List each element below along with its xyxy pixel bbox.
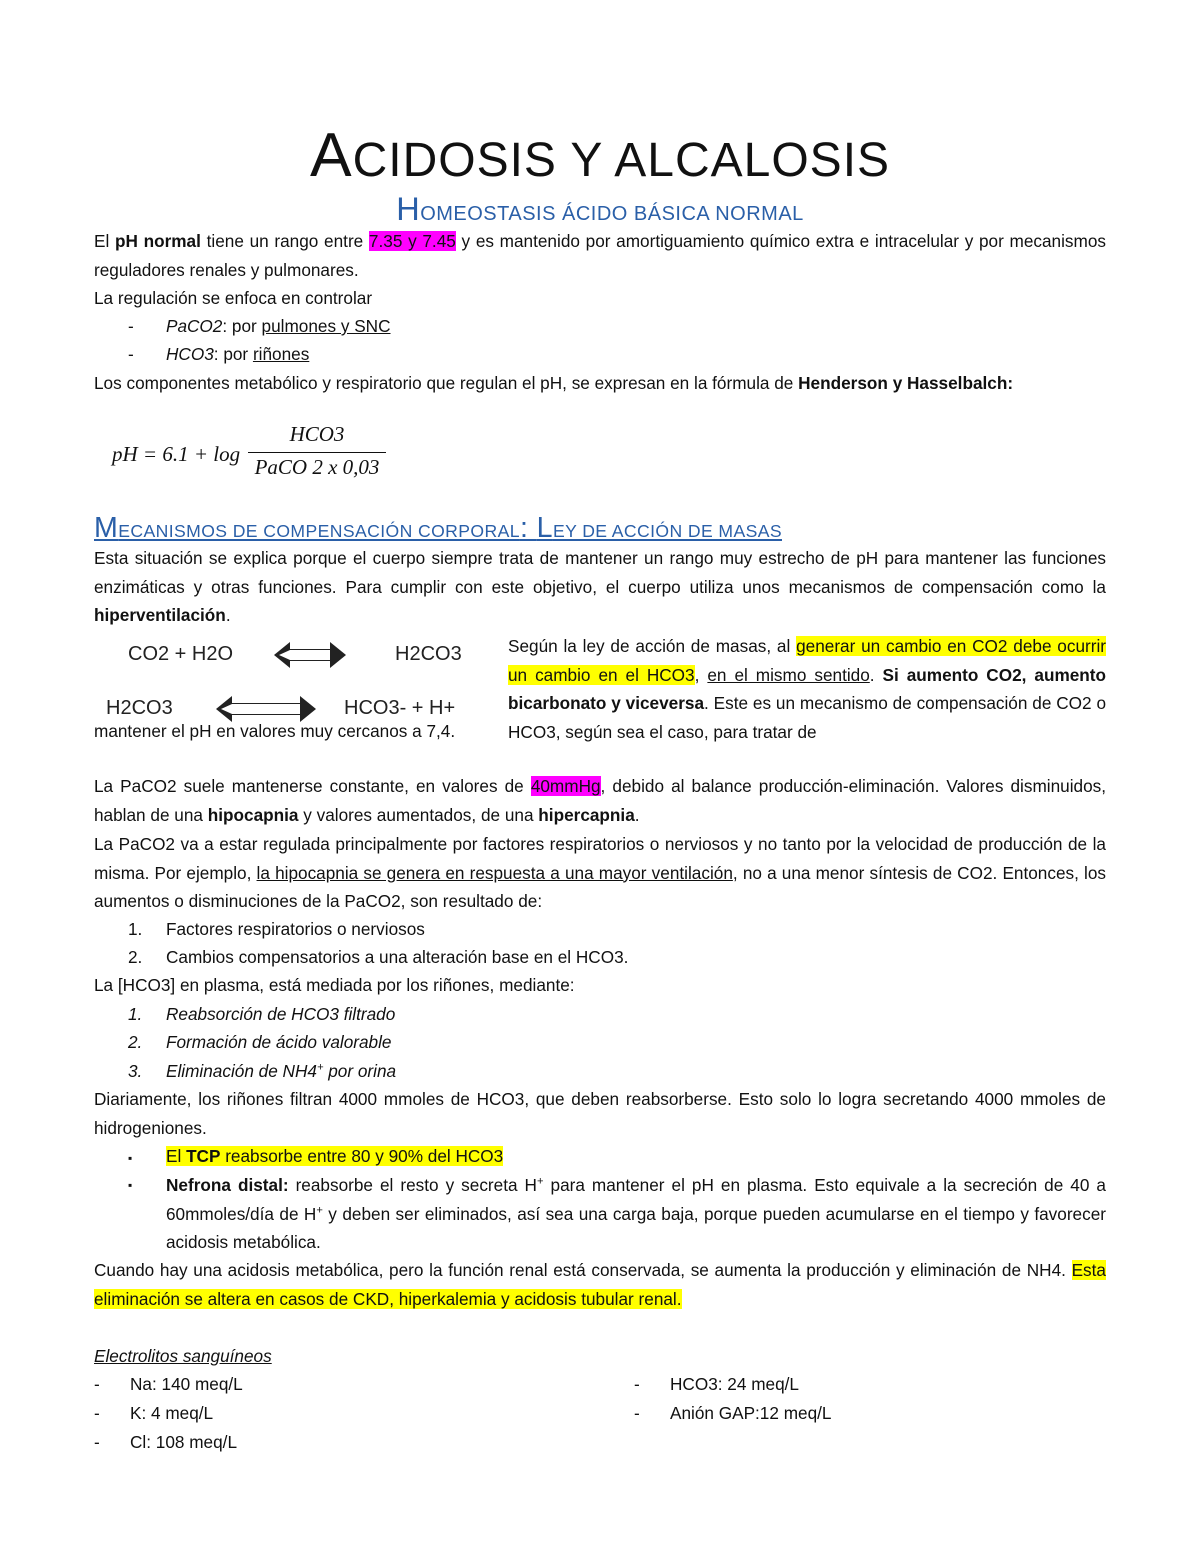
- formula-numerator: HCO3: [289, 422, 345, 446]
- paragraph-hco3-plasma: La [HCO3] en plasma, está mediada por los riñones, mediante:: [94, 975, 575, 995]
- formula-denominator: PaCO 2 x 0,03: [254, 455, 380, 479]
- section-heading-homeostasis: HOMEOSTASIS ÁCIDO BÁSICA NORMAL: [396, 191, 804, 227]
- electrolyte-item: - K: 4 meq/L: [94, 1403, 214, 1423]
- list-item: 1. Reabsorción de HCO3 filtrado: [128, 1004, 396, 1024]
- reaction2-right: HCO3- + H+: [344, 697, 456, 719]
- section-heading-mecanismos: MECANISMOS DE COMPENSACIÓN CORPORAL: LEY DE ACCIÓN DE MASAS: [94, 512, 782, 544]
- electrolyte-item: - Cl: 108 meq/L: [94, 1432, 238, 1452]
- paragraph-paco2-regulation: La PaCO2 va a estar regulada principalmente por factores respiratorios o nerviosos y no tanto por la velocidad de producción de la misma. Por ejemplo, la hipocapnia se genera en respuesta a una mayor ventilación, no a una menor síntesis de CO2. Entonces, los aumentos o disminuciones de la PaCO2, son resultado de:: [94, 834, 1106, 911]
- bullet-item-tcp: ▪ El TCP reabsorbe entre 80 y 90% del HCO3: [128, 1146, 504, 1166]
- paragraph-regulation: La regulación se enfoca en controlar: [94, 288, 373, 308]
- formula-fraction: [248, 422, 386, 480]
- bullet-marker: ▪: [128, 1178, 133, 1192]
- equilibrium-arrow-2: [232, 703, 300, 715]
- list-item: 1. Factores respiratorios o nerviosos: [128, 919, 425, 939]
- list-item: 2. Formación de ácido valorable: [128, 1032, 392, 1052]
- electrolyte-item: - Anión GAP:12 meq/L: [634, 1403, 832, 1423]
- list-item: 3. Eliminación de NH4+ por orina: [128, 1061, 397, 1081]
- list-item: 2. Cambios compensatorios a una alteración base en el HCO3.: [128, 947, 629, 967]
- reaction1-left: CO2 + H2O: [128, 643, 234, 665]
- paragraph-daily-filtration: Diariamente, los riñones filtran 4000 mmoles de HCO3, que deben reabsorberse. Esto solo lo logra secretando 4000 mmoles de hidrogeniones.: [94, 1089, 1106, 1138]
- paragraph-mass-action: Según la ley de acción de masas, al generar un cambio en CO2 debe ocurrir un cambio en el HCO3, en el mismo sentido. Si aumento CO2, aumento bicarbonato y viceversa. Este es un mecanismo de compensación de CO2 o HCO3, según sea el caso, para tratar de: [508, 636, 1107, 742]
- list-item: - HCO3: por riñones: [128, 344, 310, 364]
- paragraph-mass-action-end: mantener el pH en valores muy cercanos a 7,4.: [94, 721, 456, 741]
- electrolytes-heading: Electrolitos sanguíneos: [94, 1346, 272, 1366]
- paragraph-paco2-constant: La PaCO2 suele mantenerse constante, en valores de 40mmHg, debido al balance producción-eliminación. Valores disminuidos, hablan de una hipocapnia y valores aumentados, de una hipercapnia.: [94, 776, 1107, 825]
- reaction2-left: H2CO3: [106, 697, 173, 719]
- paragraph-henderson: Los componentes metabólico y respiratorio que regulan el pH, se expresan en la fórmula de Henderson y Hasselbalch:: [94, 373, 1014, 393]
- paragraph-nh4: Cuando hay una acidosis metabólica, pero la función renal está conservada, se aumenta la producción y eliminación de NH4. Esta eliminación se altera en casos de CKD, hiperkalemia y acidosis tubular renal.: [94, 1260, 1106, 1309]
- paragraph-ph-normal: El pH normal tiene un rango entre 7.35 y 7.45 y es mantenido por amortiguamiento químico extra e intracelular y por mecanismos reguladores renales y pulmonares.: [94, 231, 1106, 280]
- formula-lhs: pH = 6.1 + log: [112, 442, 241, 466]
- equilibrium-arrow-1: [290, 649, 330, 661]
- reaction1-right: H2CO3: [395, 643, 462, 665]
- henderson-hasselbalch-formula: [112, 422, 412, 486]
- bullet-item-nefrona: Nefrona distal: reabsorbe el resto y secreta H+ para mantener el pH en plasma. Esto equivale a la secreción de 40 a 60mmoles/día de H+ y deben ser eliminados, así sea una carga baja, porque pueden acumularse en el tiempo y favorecer acidosis metabólica.: [166, 1175, 1106, 1252]
- list-item: - PaCO2: por pulmones y SNC: [128, 316, 391, 336]
- paragraph-compensation: Esta situación se explica porque el cuerpo siempre trata de mantener un rango muy estrecho de pH para mantener las funciones enzimáticas y otras funciones. Para cumplir con este objetivo, el cuerpo utiliza unos mecanismos de compensación como la hiperventilación.: [94, 548, 1106, 625]
- electrolyte-item: - HCO3: 24 meq/L: [634, 1374, 799, 1394]
- electrolyte-item: - Na: 140 meq/L: [94, 1374, 243, 1394]
- page-title: ACIDOSIS Y ALCALOSIS: [309, 121, 891, 190]
